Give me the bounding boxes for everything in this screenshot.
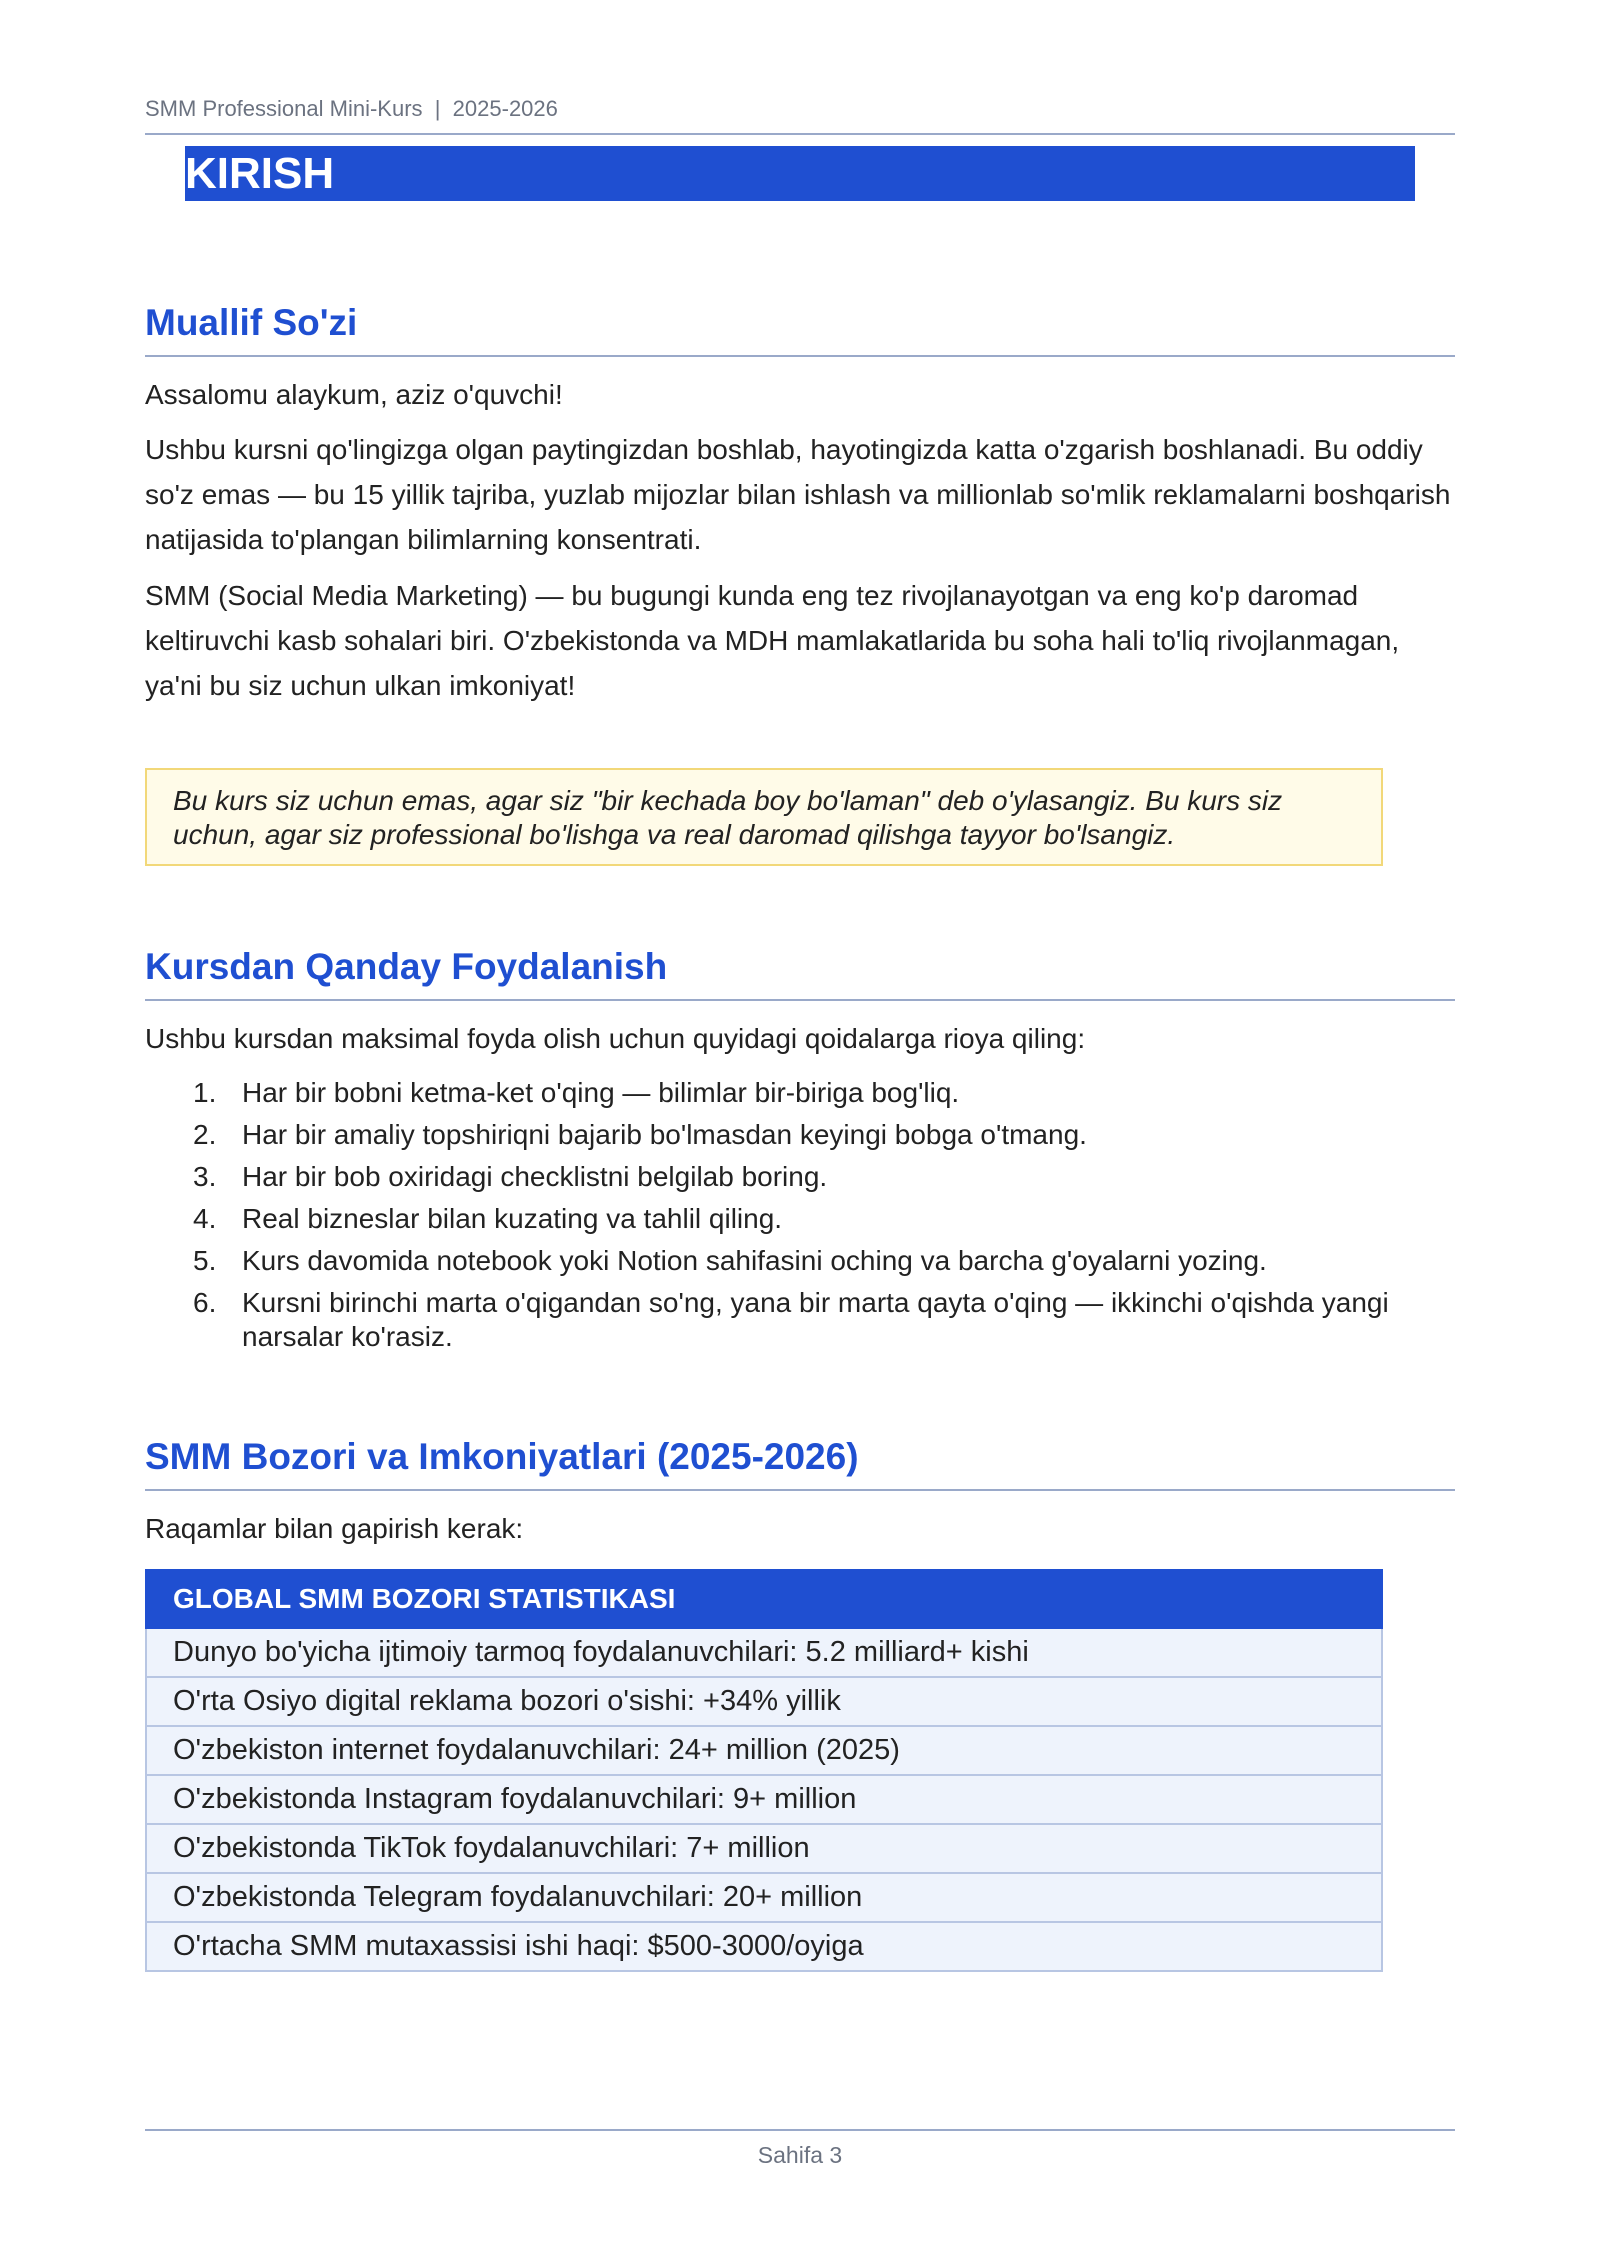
table-cell: O'rta Osiyo digital reklama bozori o'sishi: +34% yillik [146,1677,1382,1726]
callout-quote: Bu kurs siz uchun emas, agar siz "bir kechada boy bo'laman" deb o'ylasangiz. Bu kurs siz uchun, agar siz professional bo'lishga va real daromad qilishga tayyor bo'lsangiz. [145,768,1383,866]
table-cell: O'zbekistonda Telegram foydalanuvchilari: 20+ million [146,1873,1382,1922]
section-rule [145,1489,1455,1491]
table-cell: O'zbekistonda Instagram foydalanuvchilari: 9+ million [146,1775,1382,1824]
table-row [146,1775,1382,1824]
greeting-paragraph: Assalomu alaykum, aziz o'quvchi! [145,379,563,410]
list-item [145,1286,1455,1354]
how-to-use-intro: Ushbu kursdan maksimal foyda olish uchun quyidagi qoidalarga rioya qiling: [145,1023,1086,1054]
list-item [145,1244,1455,1278]
intro-paragraph: Ushbu kursni qo'lingizga olgan paytingizdan boshlab, hayotingizda katta o'zgarish boshlanadi. Bu oddiy so'z emas — bu 15 yillik tajriba, yuzlab mijozlar bilan ishlash va millionlab so'mlik reklamalarni boshqarish natijasida to'plangan bilimlarning konsentrati. [145,434,1451,555]
table-row [146,1824,1382,1873]
table-row [146,1628,1382,1677]
list-item-number: 4. [193,1203,217,1234]
list-item [145,1076,1455,1110]
list-item-text: Har bir amaliy topshiriqni bajarib bo'lmasdan keyingi bobga o'tmang. [242,1119,1087,1150]
chapter-title: KIRISH [185,146,1415,201]
section-heading-author-note: Muallif So'zi [145,302,358,343]
table-header-row [146,1570,1382,1628]
list-item [145,1160,1455,1194]
section-heading-market: SMM Bozori va Imkoniyatlari (2025-2026) [145,1436,859,1477]
market-intro: Raqamlar bilan gapirish kerak: [145,1513,524,1544]
table-row [146,1726,1382,1775]
table-title: GLOBAL SMM BOZORI STATISTIKASI [146,1570,1382,1628]
table-cell: O'zbekiston internet foydalanuvchilari: 24+ million (2025) [146,1726,1382,1775]
list-item-number: 3. [193,1161,217,1192]
list-item-text: Kursni birinchi marta o'qigandan so'ng, yana bir marta qayta o'qing — ikkinchi o'qishda yangi narsalar ko'rasiz. [242,1287,1389,1352]
section-rule [145,355,1455,357]
list-item [145,1118,1455,1152]
list-item-text: Kurs davomida notebook yoki Notion sahifasini oching va barcha g'oyalarni yozing. [242,1245,1267,1276]
table-row [146,1922,1382,1971]
header-rule [145,133,1455,135]
section-heading-how-to-use: Kursdan Qanday Foydalanish [145,946,668,987]
list-item-text: Real bizneslar bilan kuzating va tahlil qiling. [242,1203,783,1234]
stats-table [145,1569,1383,1972]
page-number: Sahifa 3 [757,2142,843,2168]
table-cell: O'rtacha SMM mutaxassisi ishi haqi: $500-3000/oyiga [146,1922,1382,1971]
list-item-text: Har bir bob oxiridagi checklistni belgilab boring. [242,1161,828,1192]
steps-list [145,1076,1455,1362]
list-item [145,1202,1455,1236]
list-item-text: Har bir bobni ketma-ket o'qing — bilimlar bir-biriga bog'liq. [242,1077,960,1108]
table-cell: O'zbekistonda TikTok foydalanuvchilari: 7+ million [146,1824,1382,1873]
table-row [146,1677,1382,1726]
list-item-number: 6. [193,1287,217,1318]
section-rule [145,999,1455,1001]
table-cell: Dunyo bo'yicha ijtimoiy tarmoq foydalanuvchilari: 5.2 milliard+ kishi [146,1628,1382,1677]
list-item-number: 2. [193,1119,217,1150]
footer-rule [145,2129,1455,2131]
running-header: SMM Professional Mini-Kurs | 2025-2026 [145,96,558,121]
table-row [146,1873,1382,1922]
smm-paragraph: SMM (Social Media Marketing) — bu bugungi kunda eng tez rivojlanayotgan va eng ko'p daromad keltiruvchi kasb sohalari biri. O'zbekistonda va MDH mamlakatlarida bu soha hali to'liq rivojlanmagan, ya'ni bu siz uchun ulkan imkoniyat! [145,580,1400,701]
list-item-number: 1. [193,1077,217,1108]
list-item-number: 5. [193,1245,217,1276]
